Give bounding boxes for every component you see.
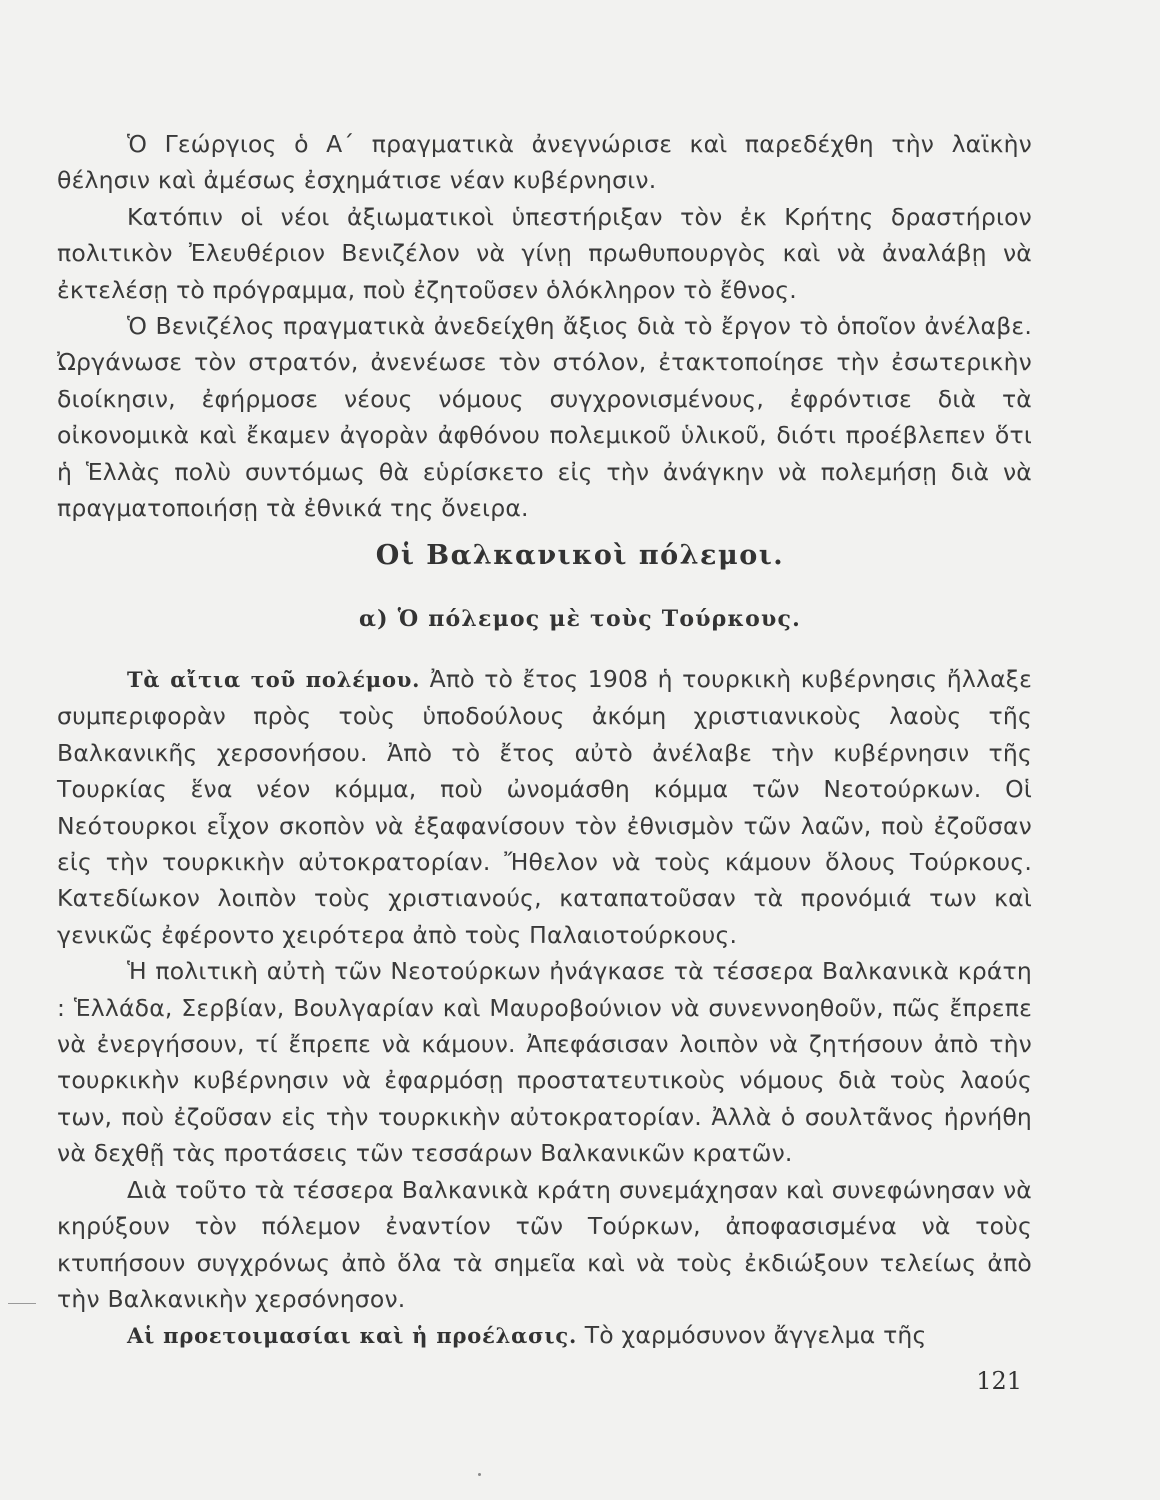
paper-speck xyxy=(478,1473,481,1476)
margin-mark xyxy=(8,1303,36,1304)
section-heading: Οἱ Βαλκανικοὶ πόλεμοι. xyxy=(375,540,785,571)
paragraph: Ἡ πολιτικὴ αὐτὴ τῶν Νεοτούρκων ἠνάγκασε τὰ τέσσερα Βαλκανικὰ κράτη : Ἑλλάδα, Σερβίαν, Βουλγαρίαν καὶ Μαυροβούνιον νὰ συνεννοηθοῦν, πῶς ἔπρεπε νὰ ἐνεργήσουν, τί ἔπρεπε νὰ κάμουν. Ἀπεφάσισαν λοιπὸν νὰ ζητήσουν ἀπὸ τὴν τουρκικὴν κυβέρνησιν νὰ ἐφαρμόσῃ προστατευτικοὺς νόμους διὰ τοὺς λαούς των, ποὺ ἐζοῦσαν εἰς τὴν τουρκικὴν αὐτοκρατορίαν. Ἀλλὰ ὁ σουλτᾶνος ἠρνήθη νὰ δεχθῇ τὰς προτάσεις τῶν τεσσάρων Βαλκανικῶν κρατῶν. xyxy=(57,957,1032,1168)
paragraph: Διὰ τοῦτο τὰ τέσσερα Βαλκανικὰ κράτη συνεμάχησαν καὶ συνεφώνησαν νὰ κηρύξουν τὸν πόλεμον ἐναντίον τῶν Τούρκων, ἀποφασισμένα νὰ τοὺς κτυπήσουν συγχρόνως ἀπὸ ὅλα τὰ σημεῖα καὶ νὰ τοὺς ἐκδιώξουν τελείως ἀπὸ τὴν Βαλκανικὴν χερσόνησον. xyxy=(57,1175,1032,1313)
run-in-heading: Τὰ αἴτια τοῦ πολέμου. xyxy=(127,667,421,692)
paragraph-text: Ἀπὸ τὸ ἔτος 1908 ἡ τουρκικὴ κυβέρνησις ἤλλαξε συμπεριφορὰν πρὸς τοὺς ὑποδούλους ἀκόμη χριστιανικοὺς λαοὺς τῆς Βαλκανικῆς χερσονήσου. Ἀπὸ τὸ ἔτος αὐτὸ ἀνέλαβε τὴν κυβέρνησιν τῆς Τουρκίας ἕνα νέον κόμμα, ποὺ ὠνομάσθη κόμμα τῶν Νεοτούρκων. Οἱ Νεότουρκοι εἶχον σκοπὸν νὰ ἐξαφανίσουν τὸν ἐθνισμὸν τῶν λαῶν, ποὺ ἐζοῦσαν εἰς τὴν τουρκικὴν αὐτοκρατορίαν. Ἤθελον νὰ τοὺς κάμουν ὅλους Τούρκους. Κατεδίωκον λοιπὸν τοὺς χριστιανούς, καταπατοῦσαν τὰ προνόμιά των καὶ γενικῶς ἐφέροντο χειρότερα ἀπὸ τοὺς Παλαιοτούρκους. xyxy=(57,665,1032,949)
page-number: 121 xyxy=(976,1367,1022,1395)
paragraph: Ὁ Γεώργιος ὁ Α΄ πραγματικὰ ἀνεγνώρισε καὶ παρεδέχθη τὴν λαϊκὴν θέλησιν καὶ ἀμέσως ἐσχημάτισε νέαν κυβέρνησιν. xyxy=(57,130,1032,195)
body-text-bottom xyxy=(57,661,1032,1355)
paragraph xyxy=(57,661,1032,953)
body-text-top xyxy=(57,126,1032,526)
subsection-heading: α) Ὁ πόλεμος μὲ τοὺς Τούρκους. xyxy=(359,606,801,632)
run-in-heading: Αἱ προετοιμασίαι καὶ ἡ προέλασις. xyxy=(127,1323,578,1349)
paragraph: Ὁ Βενιζέλος πραγματικὰ ἀνεδείχθη ἄξιος διὰ τὸ ἔργον τὸ ὁποῖον ἀνέλαβε. Ὠργάνωσε τὸν στρατόν, ἀνενέωσε τὸν στόλον, ἐτακτοποίησε τὴν ἐσωτερικὴν διοίκησιν, ἐφήρμοσε νέους νόμους συγχρονισμένους, ἐφρόντισε διὰ τὰ οἰκονομικὰ καὶ ἔκαμεν ἀγορὰν ἀφθόνου πολεμικοῦ ὑλικοῦ, διότι προέβλεπεν ὅτι ἡ Ἑλλὰς πολὺ συντόμως θὰ εὑρίσκετο εἰς τὴν ἀνάγκην νὰ πολεμήσῃ διὰ νὰ πραγματοποιήσῃ τὰ ἐθνικά της ὄνειρα. xyxy=(57,312,1032,523)
paragraph-text: Τὸ χαρμόσυνον ἄγγελμα τῆς xyxy=(577,1321,927,1350)
paragraph: Κατόπιν οἱ νέοι ἀξιωματικοὶ ὑπεστήριξαν τὸν ἐκ Κρήτης δραστήριον πολιτικὸν Ἐλευθέριον Βενιζέλον νὰ γίνῃ πρωθυπουργὸς καὶ νὰ ἀναλάβῃ νὰ ἐκτελέσῃ τὸ πρόγραμμα, ποὺ ἐζητοῦσεν ὁλόκληρον τὸ ἔθνος. xyxy=(57,202,1032,304)
paragraph xyxy=(57,1317,1032,1354)
